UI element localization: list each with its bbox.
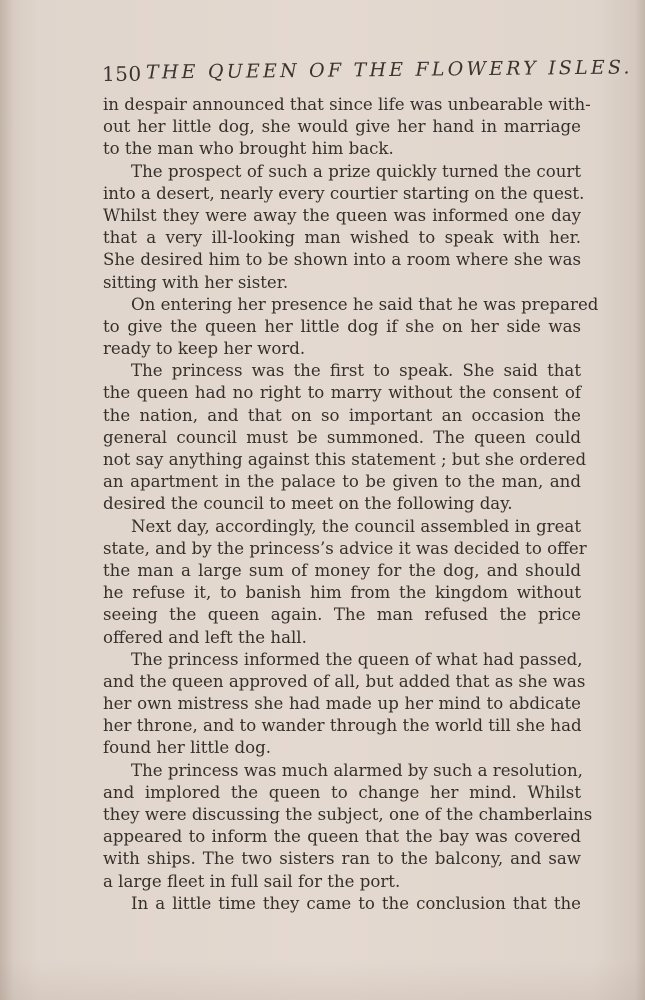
text-line: with ships. The two sisters ran to the balcony, and saw [103,849,581,869]
text-line: ready to keep her word. [103,339,306,359]
text-line: sitting with her sister. [103,272,289,292]
text-line: the queen had no right to marry without the consent of [103,383,581,403]
text-line: She desired him to be shown into a room where she was [103,250,581,270]
text-line: out her little dog, she would give her hand in marriage [103,117,581,137]
text-line: to give the queen her little dog if she on her side was [103,316,581,336]
text-line: her own mistress she had made up her mind to abdicate [103,694,581,714]
page-bottom-shadow [0,960,645,1000]
text-line: the nation, and that on so important an occasion the [103,405,581,425]
text-line: and the queen approved of all, but added that as she was [103,671,586,691]
page-spine-shadow [0,0,14,1000]
text-line: seeing the queen again. The man refused the price [103,605,581,625]
text-line: into a desert, nearly every courtier starting on the quest. [103,183,585,203]
text-line: in despair announced that since life was unbearable with- [103,95,591,114]
text-line: the man a large sum of money for the dog, and should [103,560,581,580]
running-header [101,53,633,92]
text-line: desired the council to meet on the following day. [103,494,513,514]
running-title: THE QUEEN OF THE FLOWERY ISLES. [145,56,633,84]
text-line: they were discussing the subject, one of the chamberlains [103,805,593,824]
text-line: The princess informed the queen of what had passed, [131,649,583,669]
text-line: and implored the queen to change her mind. Whilst [103,782,581,802]
text-line: On entering her presence he said that he was prepared [131,294,599,314]
text-line: In a little time they came to the conclusion that the [131,893,581,913]
text-line: Next day, accordingly, the council assembled in great [131,516,581,536]
text-line: he refuse it, to banish him from the kingdom without [103,583,581,603]
text-line: general council must be summoned. The queen could [103,427,581,447]
text-line: that a very ill-looking man wished to speak with her. [103,228,581,248]
text-line: state, and by the princess’s advice it was decided to offer [103,538,587,558]
text-line: her throne, and to wander through the world till she had [103,716,582,736]
body-text [103,94,599,915]
text-line: found her little dog. [103,738,271,758]
text-line: Whilst they were away the queen was informed one day [103,205,581,225]
text-line: to the man who brought him back. [103,139,394,159]
text-line: The prospect of such a prize quickly turned the court [131,161,581,181]
text-line: The princess was the first to speak. She said that [131,361,581,381]
text-line: a large fleet in full sail for the port. [103,871,401,891]
page-edge-shadow [635,0,645,1000]
text-line: appeared to inform the queen that the bay was covered [103,827,581,847]
page-number: 150 [101,61,142,86]
text-line: The princess was much alarmed by such a resolution, [131,760,583,780]
text-line: not say anything against this statement ; but she ordered [103,450,587,469]
text-line: offered and left the hall. [103,627,307,647]
text-line: an apartment in the palace to be given to the man, and [103,472,581,492]
